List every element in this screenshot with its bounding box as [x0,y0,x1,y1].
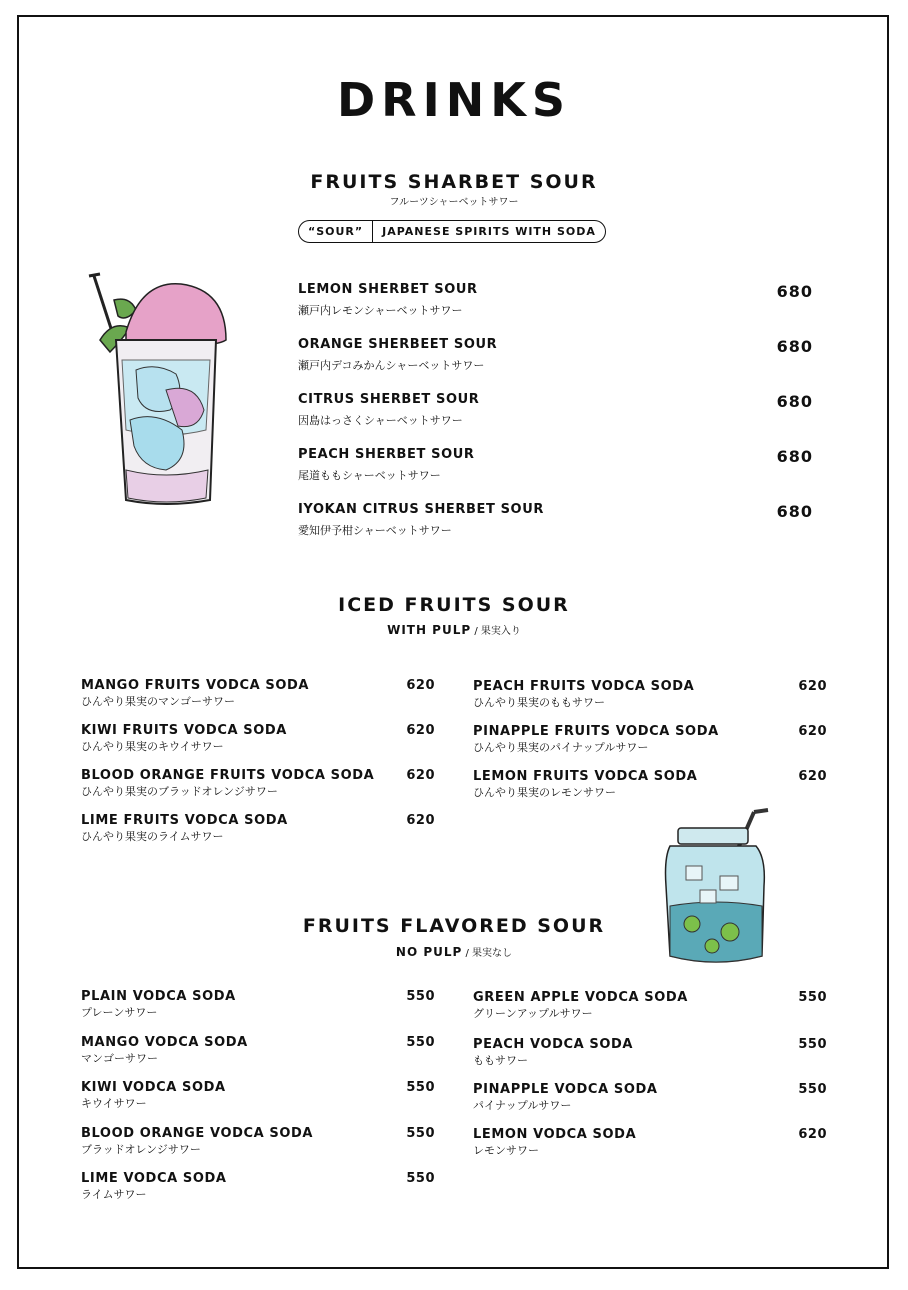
section-title-iced: ICED FRUITS SOUR [338,594,570,616]
item-name-jp: 愛知伊予柑シャーベットサワー [298,524,452,537]
item-name-jp: 尾道ももシャーベットサワー [298,469,441,482]
item-name: PINAPPLE FRUITS VODCA SODA [473,724,719,739]
item-price: 620 [798,1127,827,1142]
item-name: MANGO VODCA SODA [81,1035,248,1050]
item-price: 620 [406,768,435,783]
subtitle-jp: / 果実入り [471,626,521,637]
item-name: PINAPPLE VODCA SODA [473,1082,658,1097]
item-name: PEACH SHERBET SOUR [298,447,475,462]
item-name: LEMON FRUITS VODCA SODA [473,769,698,784]
item-price: 550 [406,989,435,1004]
subtitle-en: WITH PULP [387,623,472,637]
sour-badge-description: JAPANESE SPIRITS WITH SODA [382,225,596,238]
item-name-jp: ひんやり果実のももサワー [473,696,605,709]
list-item [473,769,697,800]
list-item [81,1171,227,1202]
item-name: KIWI FRUITS VODCA SODA [81,723,287,738]
item-name: PEACH VODCA SODA [473,1037,634,1052]
section-title-sharbet: FRUITS SHARBET SOUR [310,171,598,193]
list-item [473,1037,633,1068]
item-name-jp: プレーンサワー [81,1006,158,1019]
item-name: ORANGE SHERBEET SOUR [298,337,498,352]
section-subtitle-iced [0,623,908,639]
item-price: 680 [776,337,813,356]
list-item [473,990,688,1021]
item-name: GREEN APPLE VODCA SODA [473,990,688,1005]
item-name-jp: 瀬戸内デコみかんシャーベットサワー [298,359,485,372]
item-name-jp: マンゴーサワー [81,1052,158,1065]
list-item [298,447,475,483]
item-name: MANGO FRUITS VODCA SODA [81,678,310,693]
item-name: LIME VODCA SODA [81,1171,227,1186]
sour-badge-label: “SOUR” [299,221,373,242]
item-name: CITRUS SHERBET SOUR [298,392,480,407]
item-name: PEACH FRUITS VODCA SODA [473,679,695,694]
item-name-jp: パイナップルサワー [473,1099,572,1112]
item-price: 620 [798,724,827,739]
subtitle-en: NO PULP [395,945,463,959]
item-price: 550 [798,990,827,1005]
item-name: PLAIN VODCA SODA [81,989,236,1004]
item-price: 620 [798,769,827,784]
item-name-jp: ひんやり果実のブラッドオレンジサワー [81,785,278,798]
item-name-jp: ひんやり果実のレモンサワー [473,786,616,799]
item-name-jp: キウイサワー [81,1097,147,1110]
item-price: 550 [798,1037,827,1052]
item-price: 620 [406,678,435,693]
subtitle-jp: / 果実なし [462,948,513,959]
list-item [473,1082,658,1113]
item-name-jp: レモンサワー [473,1144,539,1157]
sour-badge [298,220,606,243]
sherbet-drink-illustration [86,270,236,520]
list-item [298,337,497,373]
item-price: 550 [406,1126,435,1141]
list-item [81,768,374,799]
section-subtitle-flavored [0,945,908,961]
list-item [473,1127,636,1158]
item-name-jp: ひんやり果実のマンゴーサワー [81,695,235,708]
item-price: 620 [406,723,435,738]
list-item [81,1080,226,1111]
item-name: IYOKAN CITRUS SHERBET SOUR [298,502,544,517]
list-item [298,392,479,428]
item-price: 550 [798,1082,827,1097]
item-name-jp: グリーンアップルサワー [473,1007,593,1020]
list-item [298,502,544,538]
list-item [298,282,478,318]
item-price: 550 [406,1171,435,1186]
item-price: 620 [798,679,827,694]
item-price: 680 [776,392,813,411]
section-title-flavored: FRUITS FLAVORED SOUR [302,915,606,937]
item-price: 680 [776,282,813,301]
item-price: 550 [406,1035,435,1050]
item-price: 680 [776,447,813,466]
list-item [81,1035,248,1066]
menu-title: DRINKS [337,73,571,127]
item-name-jp: 瀬戸内レモンシャーベットサワー [298,304,463,317]
item-price: 550 [406,1080,435,1095]
item-name-jp: ひんやり果実のパイナップルサワー [473,741,649,754]
item-name-jp: ひんやり果実のキウイサワー [81,740,224,753]
list-item [81,813,288,844]
item-name-jp: ひんやり果実のライムサワー [81,830,224,843]
item-name: LEMON VODCA SODA [473,1127,637,1142]
item-price: 620 [406,813,435,828]
item-name-jp: ももサワー [473,1054,528,1067]
item-name-jp: 因島はっさくシャーベットサワー [298,414,463,427]
list-item [81,1126,313,1157]
item-name: KIWI VODCA SODA [81,1080,226,1095]
list-item [81,678,309,709]
item-name-jp: ライムサワー [81,1188,147,1201]
list-item [473,679,694,710]
item-name: LIME FRUITS VODCA SODA [81,813,288,828]
item-name: BLOOD ORANGE FRUITS VODCA SODA [81,768,375,783]
item-name: BLOOD ORANGE VODCA SODA [81,1126,314,1141]
section-subtitle-sharbet: フルーツシャーベットサワー [389,197,519,208]
list-item [473,724,719,755]
item-price: 680 [776,502,813,521]
item-name: LEMON SHERBET SOUR [298,282,478,297]
list-item [81,989,236,1020]
list-item [81,723,287,754]
item-name-jp: ブラッドオレンジサワー [81,1143,201,1156]
